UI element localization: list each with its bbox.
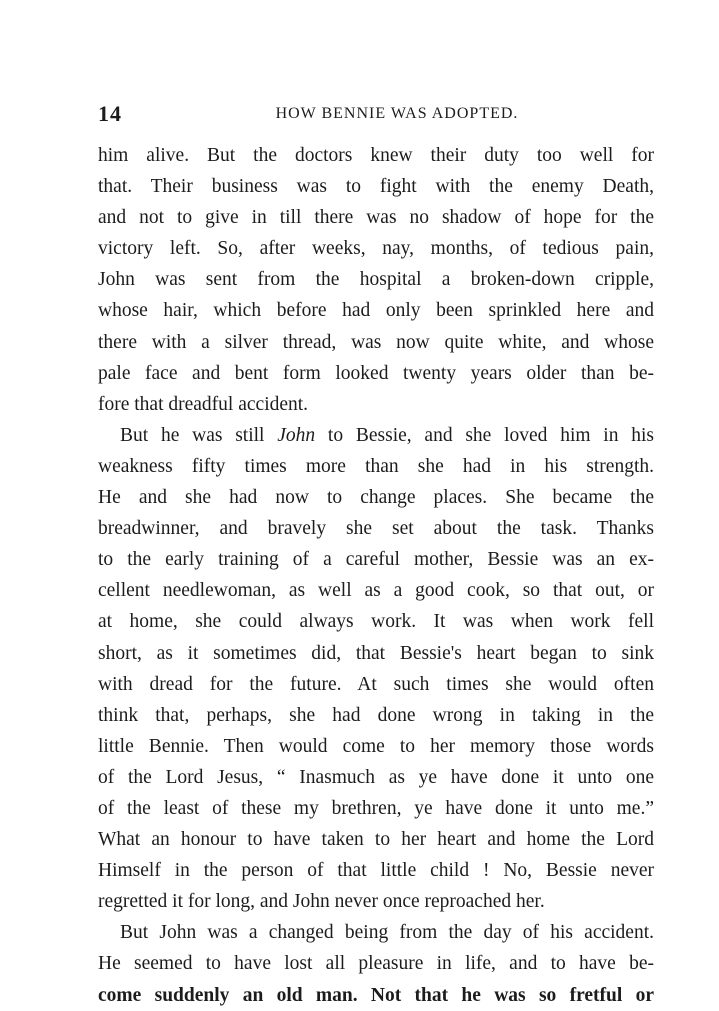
text-run: to Bessie, and she loved him in his (315, 424, 654, 446)
text-run: fore that dreadful accident. (98, 393, 309, 415)
text-run: there with a silver thread, was now quite white, and whose (98, 331, 654, 353)
text-line (98, 917, 654, 948)
text-run: breadwinner, and bravely she set about the task. Thanks (98, 518, 654, 540)
text-line (98, 793, 654, 824)
text-run: think that, perhaps, she had done wrong in taking in the (98, 704, 654, 726)
text-line (98, 358, 654, 389)
body-text (98, 140, 654, 1011)
text-run: at home, she could always work. It was when work fell (98, 611, 654, 633)
text-run: He and she had now to change places. She became the (98, 487, 654, 509)
text-line (98, 606, 654, 637)
text-run: What an honour to have taken to her heart and home the Lord (98, 829, 654, 851)
text-run: weakness fifty times more than she had in his strength. (98, 455, 654, 477)
page-number: 14 (98, 101, 122, 126)
italic-text: John (277, 424, 316, 446)
text-line (98, 886, 654, 917)
running-title: HOW BENNIE WAS ADOPTED. (275, 105, 519, 122)
text-line (98, 948, 654, 979)
text-run: cellent needlewoman, as well as a good cook, so that out, or (98, 580, 654, 602)
text-line (98, 669, 654, 700)
text-line (98, 327, 654, 358)
text-line (98, 762, 654, 793)
text-line (98, 295, 654, 326)
text-line (98, 638, 654, 669)
page-header (98, 101, 638, 129)
text-line (98, 202, 654, 233)
text-run: of the least of these my brethren, ye have done it unto me.” (98, 797, 654, 819)
text-run: But he was still (120, 424, 278, 446)
text-line (98, 451, 654, 482)
paragraph (98, 140, 654, 420)
paragraph (98, 917, 654, 1010)
text-line (98, 575, 654, 606)
text-line (98, 389, 654, 420)
text-line (98, 264, 654, 295)
text-line (98, 824, 654, 855)
text-run: regretted it for long, and John never once reproached her. (98, 891, 545, 913)
text-run: pale face and bent form looked twenty years older than be- (98, 362, 654, 384)
text-run: that. Their business was to fight with the enemy Death, (98, 176, 654, 198)
text-run: John was sent from the hospital a broken-down cripple, (98, 269, 654, 291)
text-line (98, 855, 654, 886)
text-line (98, 233, 654, 264)
text-run: victory left. So, after weeks, nay, months, of tedious pain, (98, 238, 654, 260)
text-run: and not to give in till there was no shadow of hope for the (98, 207, 654, 229)
text-line (98, 171, 654, 202)
text-run: whose hair, which before had only been sprinkled here and (98, 300, 654, 322)
text-line (98, 420, 654, 451)
text-run: of the Lord Jesus, “ Inasmuch as ye have done it unto one (98, 766, 654, 788)
text-run: short, as it sometimes did, that Bessie's heart began to sink (98, 642, 654, 664)
text-run: little Bennie. Then would come to her memory those words (98, 735, 654, 757)
text-run: with dread for the future. At such times she would often (98, 673, 654, 695)
text-run: him alive. But the doctors knew their duty too well for (98, 145, 654, 166)
text-run: come suddenly an old man. Not that he was so fretful or (98, 984, 654, 1006)
text-line (98, 513, 654, 544)
text-run: Himself in the person of that little child ! No, Bessie never (98, 860, 654, 882)
text-line (98, 544, 654, 575)
text-line (98, 482, 654, 513)
text-run: He seemed to have lost all pleasure in life, and to have be- (98, 953, 654, 975)
text-run: to the early training of a careful mother, Bessie was an ex- (98, 549, 654, 571)
text-run: But John was a changed being from the day of his accident. (120, 922, 654, 944)
text-line (98, 140, 654, 171)
text-line (98, 731, 654, 762)
paragraph (98, 420, 654, 918)
text-line (98, 700, 654, 731)
text-line (98, 980, 654, 1011)
